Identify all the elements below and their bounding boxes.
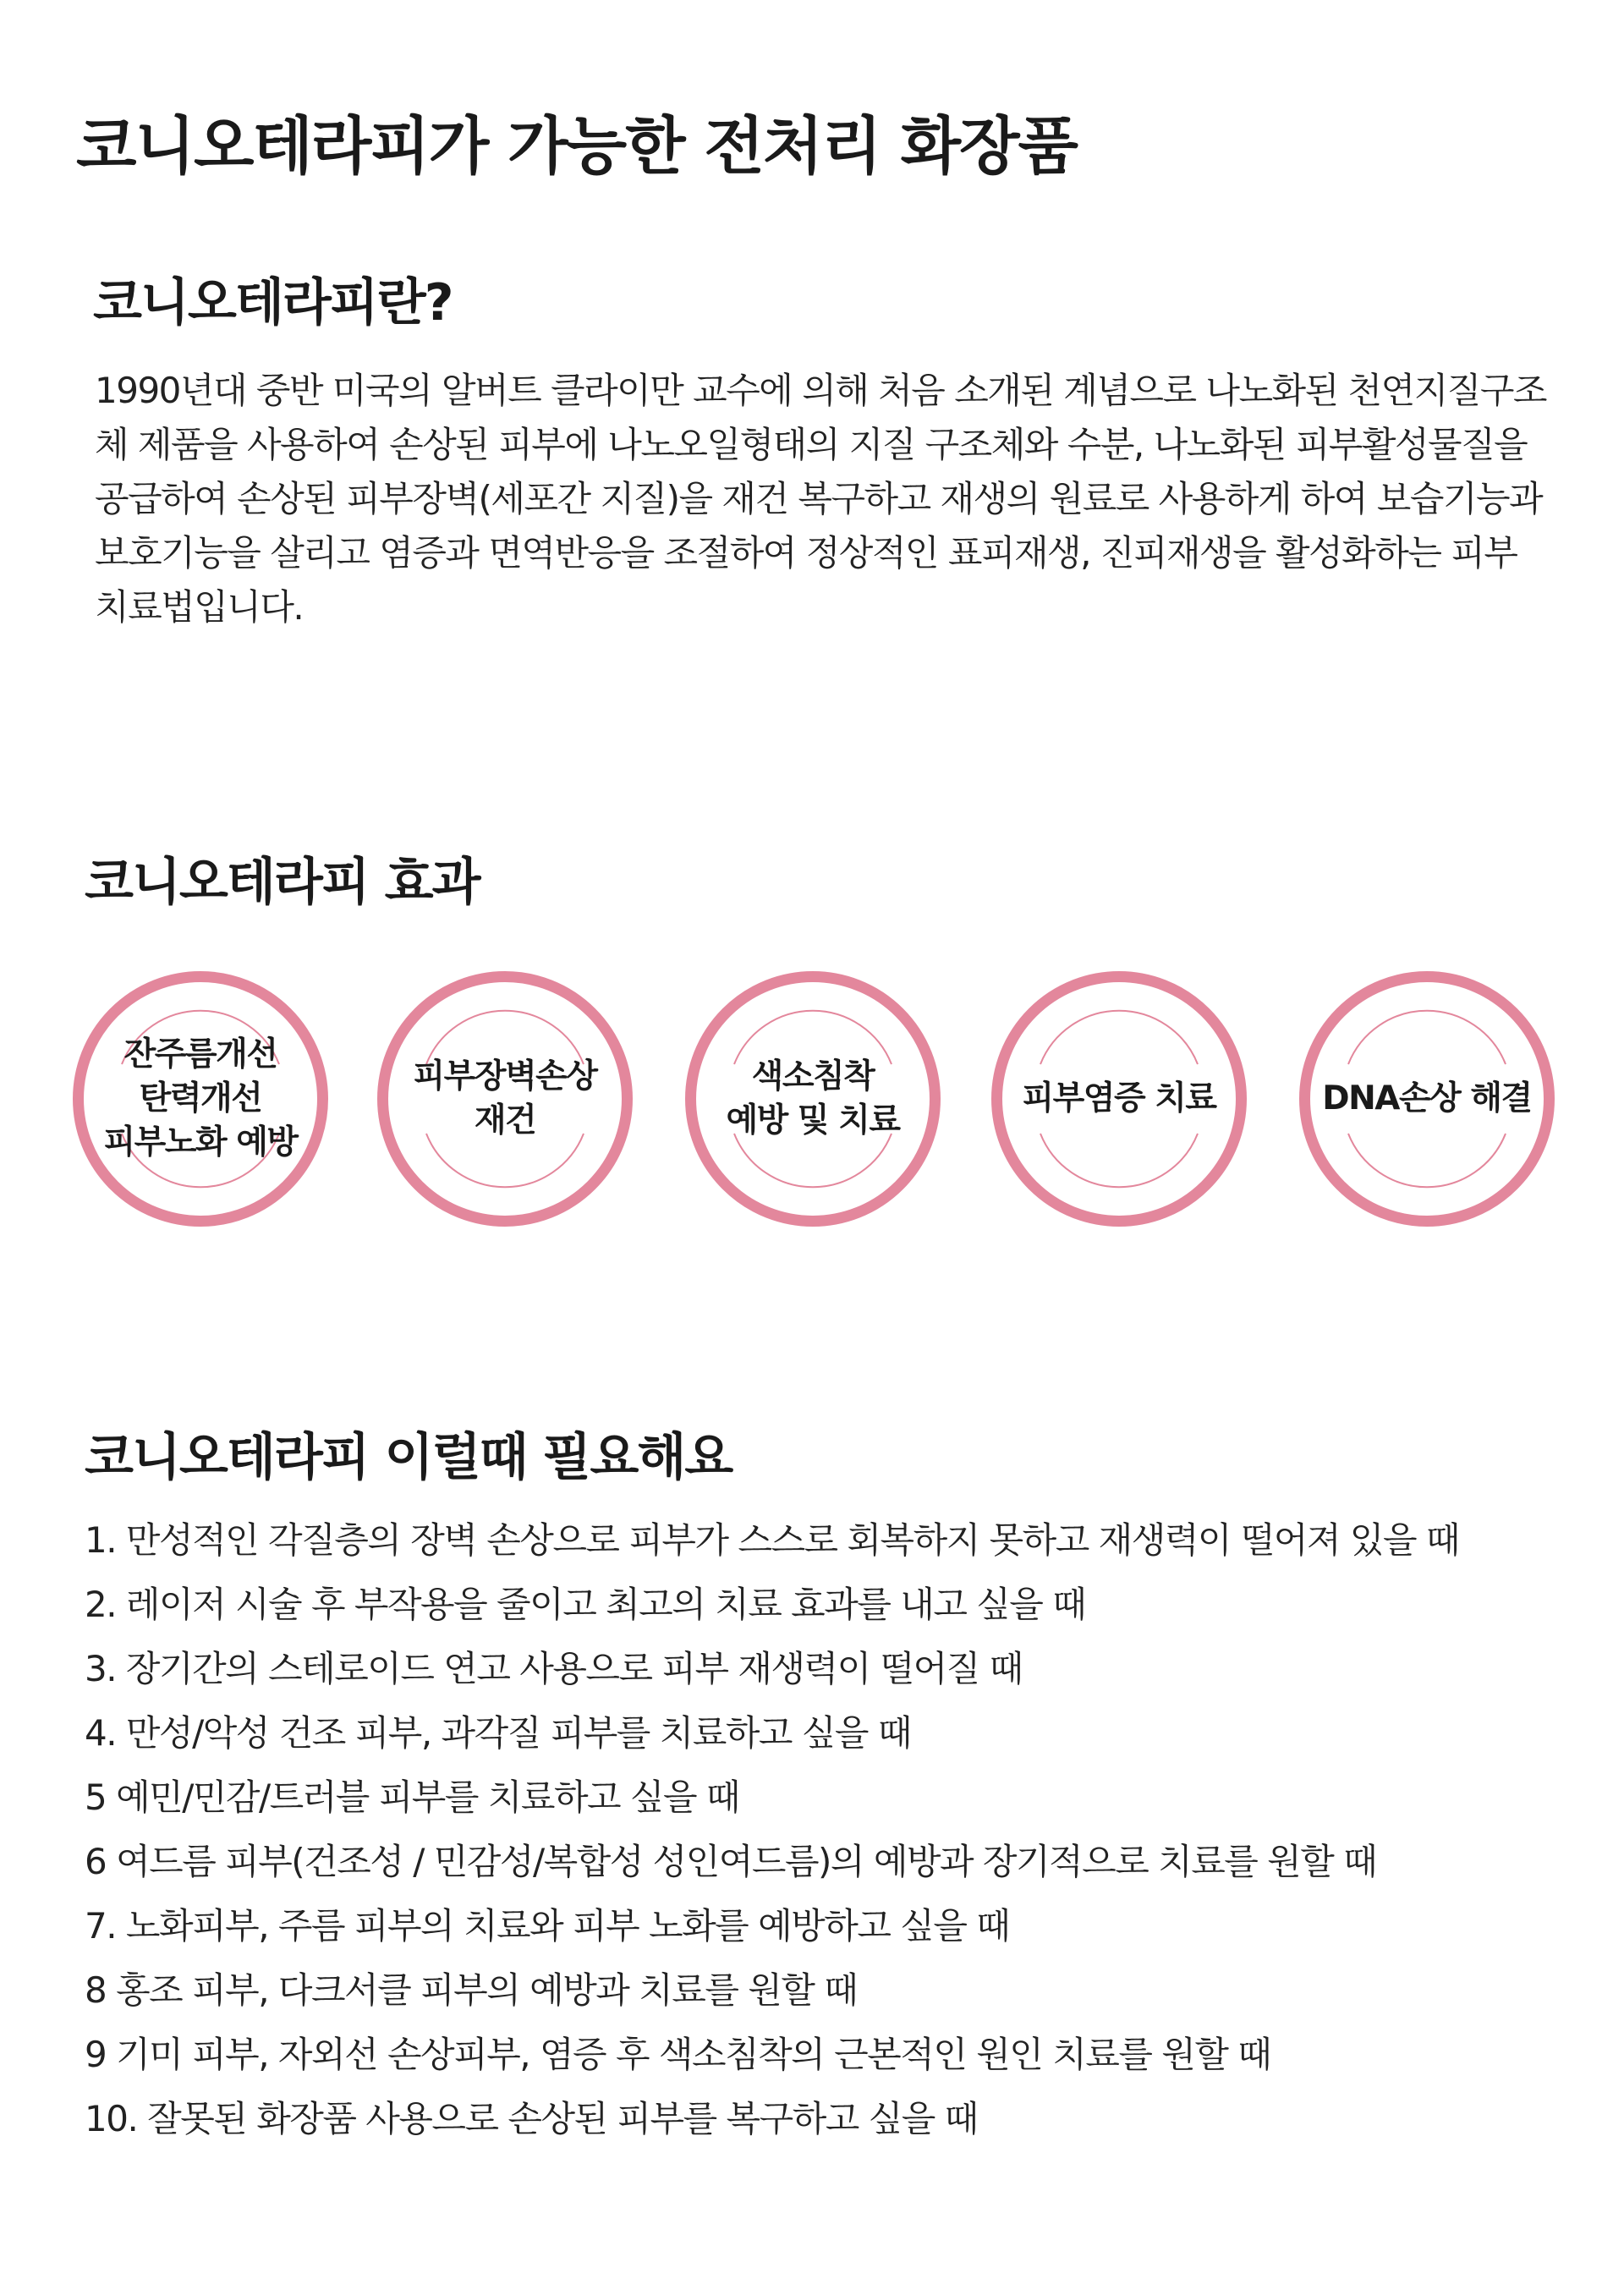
list-item: 4. 만성/악성 건조 피부, 과각질 피부를 치료하고 싶을 때 <box>85 1712 911 1754</box>
list-item: 10. 잘못된 화장품 사용으로 손상된 피부를 복구하고 싶을 때 <box>85 2098 978 2139</box>
list-item: 1. 만성적인 각질층의 장벽 손상으로 피부가 스스로 회복하지 못하고 재생력이 떨어져 있을 때 <box>85 1519 1459 1561</box>
intro-title: 코니오테라피란? <box>93 273 453 332</box>
page-title: 코니오테라피가 가능한 전처리 화장품 <box>76 110 1078 183</box>
effect-label: 피부염증 치료 <box>1022 1079 1216 1118</box>
effect-circle-inflammation <box>991 971 1247 1227</box>
effect-label: DNA손상 해결 <box>1322 1079 1532 1118</box>
list-item: 2. 레이저 시술 후 부작용을 줄이고 최고의 치료 효과를 내고 싶을 때 <box>85 1584 1086 1625</box>
needs-list <box>85 1508 1590 2151</box>
effect-circle-barrier <box>377 971 633 1227</box>
effect-circle-dna <box>1299 971 1555 1227</box>
list-item: 5 예민/민감/트러블 피부를 치료하고 싶을 때 <box>85 1777 740 1818</box>
effects-circles <box>0 971 1624 1242</box>
effect-label: 잔주름개선 탄력개선 피부노화 예방 <box>103 1035 298 1161</box>
intro-body: 1990년대 중반 미국의 알버트 클라이만 교수에 의해 처음 소개된 계념으로 나노화된 천연지질구조체 제품을 사용하여 손상된 피부에 나노오일형태의 지질 구조체와 수분, 나노화된 피부활성물질을 공급하여 손상된 피부장벽(세포간 지질)을 재건 복구하고 재생의 원료로 사용하게 하여 보습기능과 보호기능을 살리고 염증과 면역반응을 조절하여 정상적인 표피재생, 진피재생을 활성화하는 피부치료법입니다. <box>95 370 1546 628</box>
effects-title: 코니오테라피 효과 <box>85 853 480 912</box>
list-item: 3. 장기간의 스테로이드 연고 사용으로 피부 재생력이 떨어질 때 <box>85 1648 1023 1689</box>
list-item: 7. 노화피부, 주름 피부의 치료와 피부 노화를 예방하고 싶을 때 <box>85 1905 1010 1947</box>
list-item: 8 홍조 피부, 다크서클 피부의 예방과 치료를 원할 때 <box>85 1969 858 2011</box>
list-item: 9 기미 피부, 자외선 손상피부, 염증 후 색소침착의 근본적인 원인 치료를 원할 때 <box>85 2034 1271 2075</box>
list-item: 6 여드름 피부(건조성 / 민감성/복합성 성인여드름)의 예방과 장기적으로 치료를 원할 때 <box>85 1841 1377 1882</box>
effect-circle-wrinkle <box>73 971 328 1227</box>
effect-label: 피부장벽손상 재건 <box>413 1057 597 1140</box>
effect-circle-pigment <box>685 971 941 1227</box>
effect-label: 색소침착 예방 및 치료 <box>726 1057 900 1140</box>
needs-title: 코니오테라피 이럴때 필요해요 <box>85 1428 732 1487</box>
